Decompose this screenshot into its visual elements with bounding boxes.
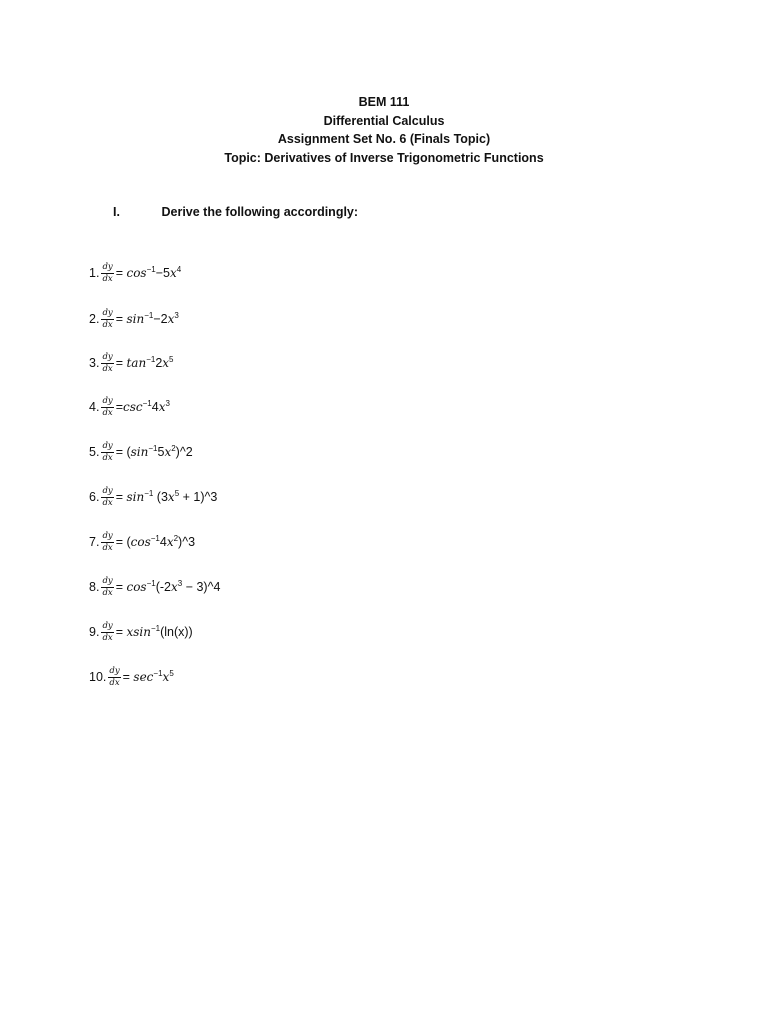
problem-item [89,662,174,692]
problem-expression: = $\sec^{-1}x^5$ [122,669,174,684]
problem-item [89,617,193,647]
problem-number: 7. [89,535,100,549]
derivative-fraction: $\frac{dy}{dx}$ [102,307,113,330]
derivative-fraction: $\frac{dy}{dx}$ [102,395,113,418]
problem-expression: = $\sin^{-1} (3x^5$ + 1)^3 [115,489,218,504]
problem-item [89,258,181,288]
problem-number: 5. [89,445,100,459]
derivative-fraction: $\frac{dy}{dx}$ [102,351,113,374]
document-header [0,93,768,167]
problem-item [89,392,170,422]
section-number: I. [113,205,120,219]
problem-expression: = $\sin^{-1}-2x^3$ [115,311,179,326]
derivative-fraction: $\frac{dy}{dx}$ [102,575,113,598]
problem-number: 6. [89,490,100,504]
problem-expression: = $(\cos^{-1}4x^2)\^{}3$ [115,534,196,549]
problem-number: 4. [89,400,100,414]
course-code: BEM 111 [358,95,410,109]
problem-item [89,348,174,378]
derivative-fraction: $\frac{dy}{dx}$ [102,530,113,553]
topic-title: Topic: Derivatives of Inverse Trigonometric Functions [224,150,544,165]
section-instruction: Derive the following accordingly: [161,205,359,219]
problem-item [89,482,217,512]
derivative-fraction: $\frac{dy}{dx}$ [109,665,120,688]
section-heading [113,205,358,219]
problem-expression: = $(\sin^{-1}5x^2)\^{}2$ [115,444,193,459]
problem-item [89,304,179,334]
problem-number: 8. [89,580,100,594]
problem-expression: $=\csc^{-1}4x^3$ [115,399,170,414]
problem-expression: = xsin$^{-1}$(ln(x)) [115,624,193,639]
problem-number: 10. [89,670,107,684]
problem-item [89,437,193,467]
problem-expression: = $\cos^{-1}-5x^4$ [115,265,182,280]
problem-item [89,572,220,602]
problem-expression: = $\tan^{-1}2x^5$ [115,355,174,370]
problem-item [89,527,195,557]
derivative-fraction: $\frac{dy}{dx}$ [102,440,113,463]
derivative-fraction: $\frac{dy}{dx}$ [102,485,113,508]
problem-number: 3. [89,356,100,370]
assignment-title: Assignment Set No. 6 (Finals Topic) [277,132,491,146]
derivative-fraction: $\frac{dy}{dx}$ [102,261,113,284]
course-title: Differential Calculus [323,113,445,128]
problem-number: 9. [89,625,100,639]
derivative-fraction: $\frac{dy}{dx}$ [102,620,113,643]
problem-expression: = $\cos^{-1}(-2x^3$ − 3)^4 [115,579,221,594]
problem-number: 1. [89,266,100,280]
problem-number: 2. [89,312,100,326]
